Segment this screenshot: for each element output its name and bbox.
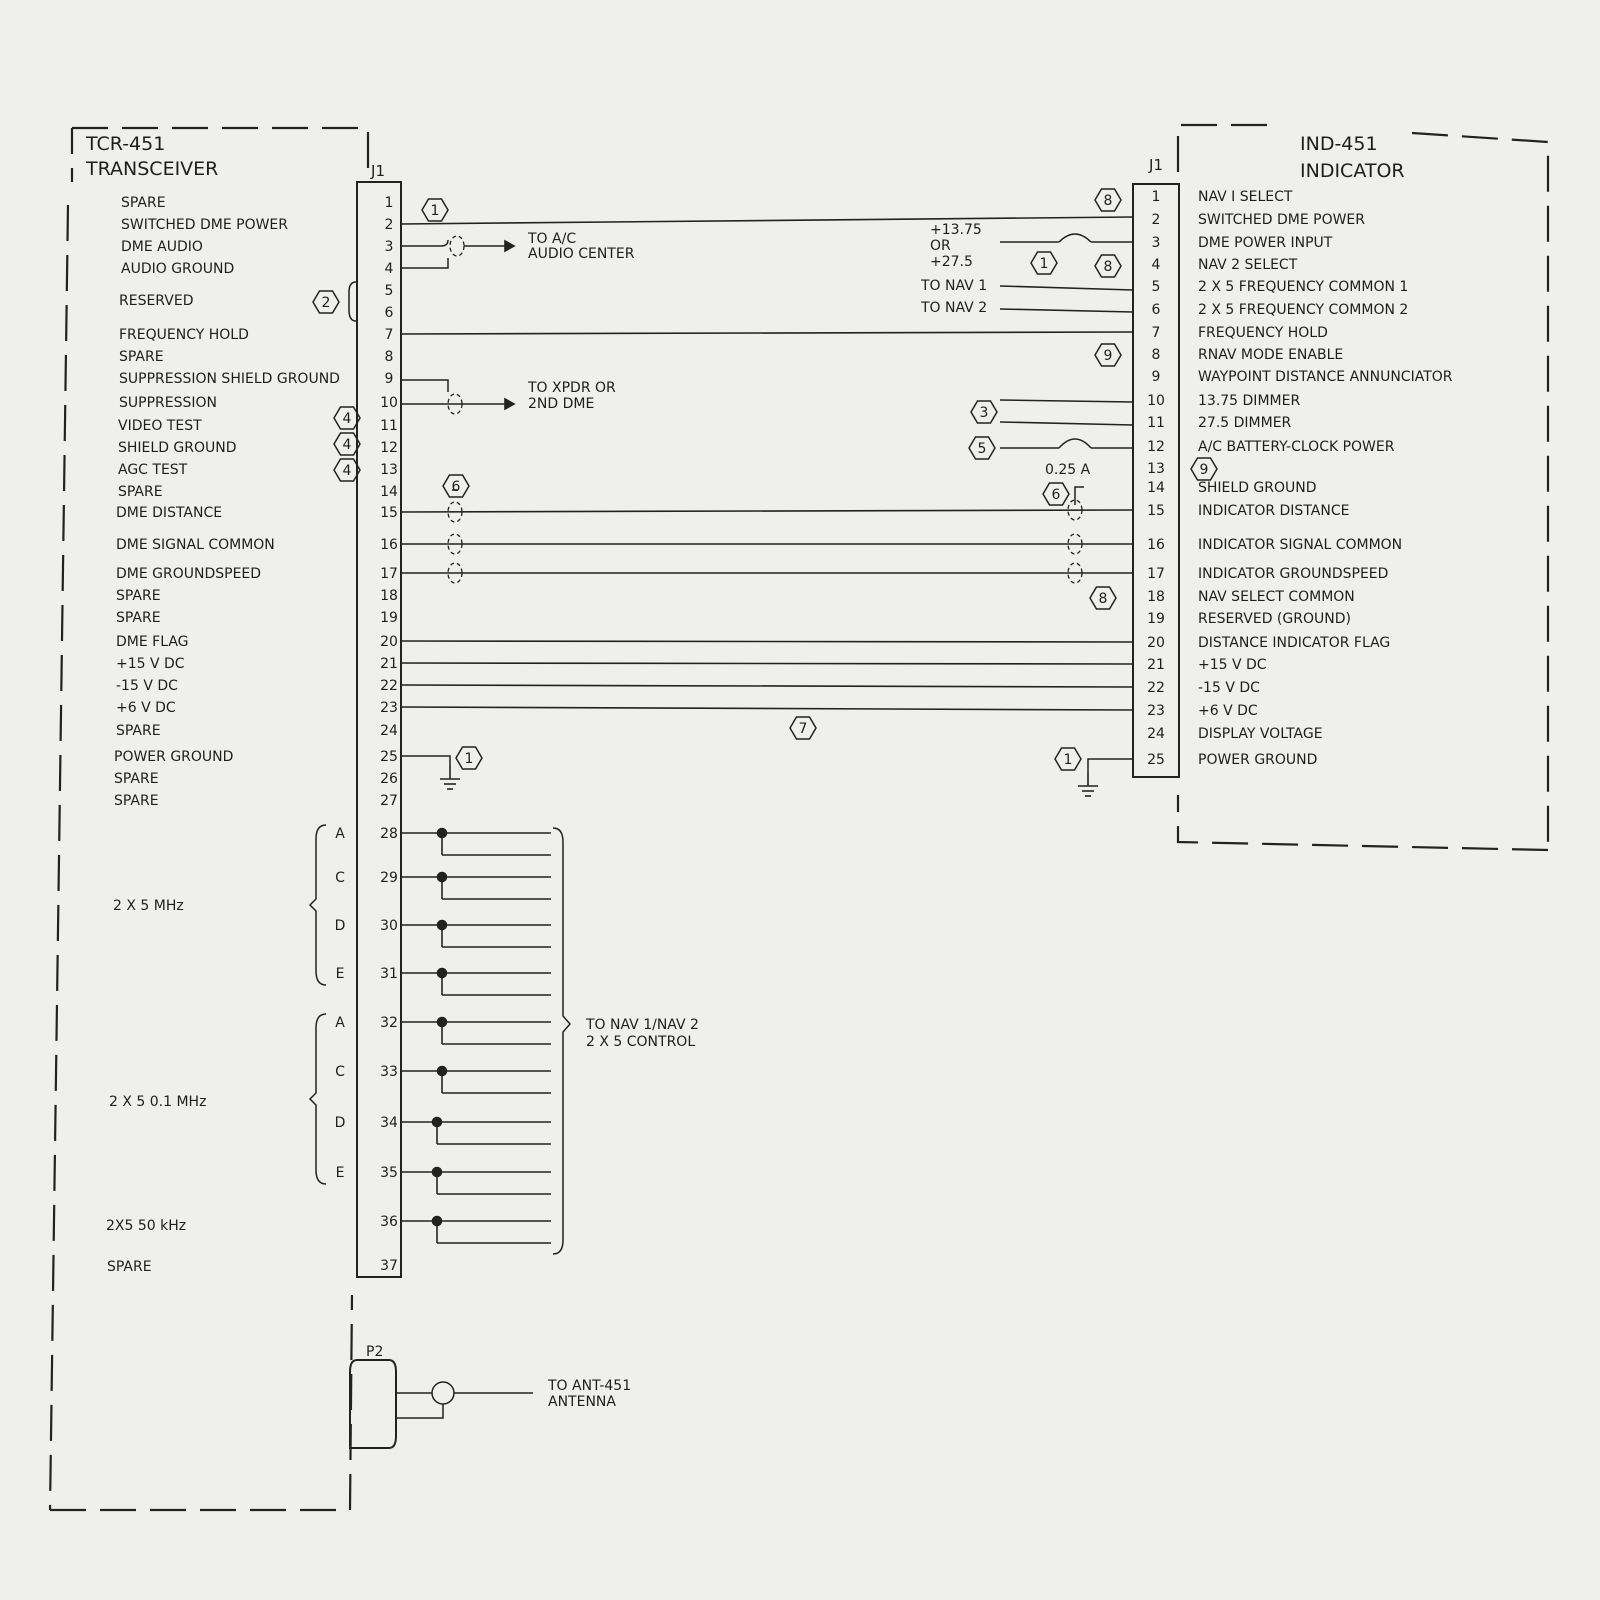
tcr-pin-number: 14 xyxy=(380,484,398,500)
tcr-pin-number: 11 xyxy=(380,418,398,434)
ind-pin-number: 4 xyxy=(1151,257,1161,273)
ind-pin-number: 21 xyxy=(1147,657,1165,673)
tcr-pin-number: 4 xyxy=(384,261,394,277)
tcr-subtitle: TRANSCEIVER xyxy=(86,158,219,180)
callout-2 xyxy=(313,291,339,313)
tcr-pin-number: 31 xyxy=(380,966,398,982)
tcr-reserved-label: RESERVED xyxy=(119,293,194,309)
tcr-pin-number: 6 xyxy=(384,305,394,321)
tcr-pin-number: 17 xyxy=(380,566,398,582)
ind-pin-label: INDICATOR SIGNAL COMMON xyxy=(1198,537,1403,553)
ind-pin-label: 27.5 DIMMER xyxy=(1198,415,1292,431)
ind-pin-number: 19 xyxy=(1147,611,1165,627)
ind-subtitle: INDICATOR xyxy=(1300,160,1405,182)
tcr-pin-label: DME AUDIO xyxy=(121,239,203,255)
tcr-pin-label: SPARE xyxy=(121,195,166,211)
callout-1-c xyxy=(456,747,482,769)
callout-1-c-label: 1 xyxy=(464,751,474,767)
ind-pin-number: 9 xyxy=(1151,369,1161,385)
ind-pin-label: WAYPOINT DISTANCE ANNUNCIATOR xyxy=(1198,369,1453,385)
tcr-enclosure-bottom xyxy=(50,1295,352,1510)
ind-pin-label: POWER GROUND xyxy=(1198,752,1318,768)
tcr-suppression-arrow xyxy=(505,399,514,409)
tcr-pin-label: SPARE xyxy=(116,610,161,626)
wire-plus6 xyxy=(401,707,1133,710)
callout-7-label: 7 xyxy=(798,721,808,737)
callout-8-a-label: 8 xyxy=(1103,193,1113,209)
callout-6-b xyxy=(1043,483,1069,505)
voltage-label-2: +27.5 xyxy=(930,254,973,270)
tcr-group-letter: C xyxy=(335,870,345,886)
ind-pin-number: 2 xyxy=(1151,212,1161,228)
callout-3-label: 3 xyxy=(979,405,989,421)
xpdr-label-2: 2ND DME xyxy=(528,396,595,412)
tcr-pin-number: 2 xyxy=(384,217,394,233)
tcr-pin-label: AUDIO GROUND xyxy=(121,261,235,277)
tcr-audio-wire xyxy=(401,240,448,246)
tcr-pin-number: 15 xyxy=(380,505,398,521)
tcr-pin-label: DME DISTANCE xyxy=(116,505,223,521)
tcr-junction-dot xyxy=(438,969,447,978)
antenna-coax-shield xyxy=(396,1404,443,1418)
ind-pin-label: -15 V DC xyxy=(1198,680,1260,696)
wire-frequency-hold xyxy=(401,332,1133,334)
tcr-pin-label: SUPPRESSION SHIELD GROUND xyxy=(119,371,340,387)
p2-connector xyxy=(350,1360,396,1448)
tcr-group-label: 2 X 5 MHz xyxy=(113,898,184,914)
tcr-pin-label: DME FLAG xyxy=(116,634,189,650)
ind-pin-label: SHIELD GROUND xyxy=(1198,480,1317,496)
tcr-junction-dot xyxy=(433,1118,442,1127)
ind-pin-number: 13 xyxy=(1147,461,1165,477)
tcr-pin-label: POWER GROUND xyxy=(114,749,234,765)
ind-pin-label: 13.75 DIMMER xyxy=(1198,393,1301,409)
audio-dest-label-2: AUDIO CENTER xyxy=(528,246,635,262)
callout-5 xyxy=(969,437,995,459)
tcr-pin-number: 33 xyxy=(380,1064,398,1080)
ind-enclosure-bottom xyxy=(1178,795,1548,850)
tcr-group-label: 2 X 5 0.1 MHz xyxy=(109,1094,207,1110)
tcr-pin-label: SUPPRESSION xyxy=(119,395,217,411)
tcr-pin-number: 16 xyxy=(380,537,398,553)
tcr-pin-number: 3 xyxy=(384,239,394,255)
ind-pin-label: NAV 2 SELECT xyxy=(1198,257,1298,273)
tcr-junction-dot xyxy=(438,829,447,838)
tcr-pin-number: 9 xyxy=(384,371,394,387)
callout-8-c xyxy=(1090,587,1116,609)
wire-distance xyxy=(401,510,1133,512)
ind-pin-label: RESERVED (GROUND) xyxy=(1198,611,1351,627)
tcr-group-letter: A xyxy=(335,826,345,842)
ind-enclosure-top xyxy=(1412,133,1548,850)
ind-pin-number: 10 xyxy=(1147,393,1165,409)
tcr-enclosure-left xyxy=(50,205,68,1510)
wire-flag xyxy=(401,641,1133,642)
callout-8-c-label: 8 xyxy=(1098,591,1108,607)
tcr-pin-label: SPARE xyxy=(119,349,164,365)
tcr-pin-number: 26 xyxy=(380,771,398,787)
wire-switched-dme-power xyxy=(401,217,1133,224)
battery-clock-fuse xyxy=(1059,439,1091,448)
callout-8-b xyxy=(1095,255,1121,277)
ind-ground-symbol xyxy=(1078,772,1098,796)
tcr-pin-label: DME SIGNAL COMMON xyxy=(116,537,275,553)
ind-pin-number: 20 xyxy=(1147,635,1165,651)
tcr-pin-label: SPARE xyxy=(116,723,161,739)
dme-power-fuse xyxy=(1059,234,1091,242)
callout-6-b-label: 6 xyxy=(1051,487,1061,503)
ind-pin-number: 16 xyxy=(1147,537,1165,553)
ind-pin-number: 6 xyxy=(1151,302,1161,318)
tcr-group-letter: A xyxy=(335,1015,345,1031)
voltage-label: +13.75 xyxy=(930,222,982,238)
tcr-junction-dot xyxy=(438,1018,447,1027)
tcr-group-brace xyxy=(310,825,326,985)
tcr-pin-number: 36 xyxy=(380,1214,398,1230)
ind-pin-label: DISPLAY VOLTAGE xyxy=(1198,726,1323,742)
ind-pin-number: 1 xyxy=(1151,189,1161,205)
ind-pin-label: INDICATOR GROUNDSPEED xyxy=(1198,566,1389,582)
tcr-pin-number: 34 xyxy=(380,1115,398,1131)
ind-title: IND-451 xyxy=(1300,133,1378,155)
tcr-title: TCR-451 xyxy=(86,133,166,155)
tcr-group-letter: C xyxy=(335,1064,345,1080)
nav2-label: TO NAV 2 xyxy=(921,300,988,316)
tcr-group-letter: D xyxy=(334,1115,346,1131)
callout-9-a-label: 9 xyxy=(1103,348,1113,364)
wire-plus15 xyxy=(401,663,1133,664)
ind-pin-number: 18 xyxy=(1147,589,1165,605)
tcr-pin37-label: SPARE xyxy=(107,1259,152,1275)
tcr-pin-number: 10 xyxy=(380,395,398,411)
tcr-pin-number: 13 xyxy=(380,462,398,478)
ind-pin-label: 2 X 5 FREQUENCY COMMON 1 xyxy=(1198,279,1409,295)
ind-pin-label: DME POWER INPUT xyxy=(1198,235,1333,251)
tcr-pin-number: 12 xyxy=(380,440,398,456)
callout-3 xyxy=(971,401,997,423)
tcr-pin-number: 23 xyxy=(380,700,398,716)
fuse-label: 0.25 A xyxy=(1045,462,1091,478)
tcr-pin-number: 27 xyxy=(380,793,398,809)
callout-7 xyxy=(790,717,816,739)
tcr-pin-number: 35 xyxy=(380,1165,398,1181)
tcr-junction-dot xyxy=(438,921,447,930)
dimmer-27-wire xyxy=(1000,422,1133,425)
p2-label: P2 xyxy=(366,1344,384,1360)
tcr-ground-symbol xyxy=(440,765,460,789)
callout-2-label: 2 xyxy=(321,295,331,311)
tcr-pin-label: SWITCHED DME POWER xyxy=(121,217,289,233)
ind-pin-number: 15 xyxy=(1147,503,1165,519)
tcr-pin-number: 37 xyxy=(380,1258,398,1274)
tcr-pin-label: FREQUENCY HOLD xyxy=(119,327,249,343)
callout-8-b-label: 8 xyxy=(1103,259,1113,275)
nav-control-brace xyxy=(553,828,570,1254)
ind-pin-number: 3 xyxy=(1151,235,1161,251)
tcr-group-letter: D xyxy=(334,918,346,934)
tcr-pin-label: VIDEO TEST xyxy=(118,418,202,434)
tcr-pin-number: 19 xyxy=(380,610,398,626)
nav-control-label-2: 2 X 5 CONTROL xyxy=(586,1034,696,1050)
tcr-audio-arrow xyxy=(505,241,514,251)
ind-pin-label: DISTANCE INDICATOR FLAG xyxy=(1198,635,1391,651)
wire-minus15 xyxy=(401,685,1133,687)
callout-1-a-label: 1 xyxy=(430,203,440,219)
tcr-suppression-shield xyxy=(401,380,448,392)
ind-j1-label: J1 xyxy=(1149,156,1163,174)
ind-pin-number: 23 xyxy=(1147,703,1165,719)
ind-pin-label: SWITCHED DME POWER xyxy=(1198,212,1366,228)
tcr-pin-label: DME GROUNDSPEED xyxy=(116,566,262,582)
callout-1-b-label: 1 xyxy=(1039,256,1049,272)
nav1-wire xyxy=(1000,286,1133,290)
tcr-pin-number: 24 xyxy=(380,723,398,739)
tcr-junction-dot xyxy=(433,1217,442,1226)
tcr-group-letter: E xyxy=(335,1165,345,1181)
tcr-junction-dot xyxy=(433,1168,442,1177)
tcr-pin-number: 1 xyxy=(384,195,394,211)
ind-pin-number: 24 xyxy=(1147,726,1165,742)
callout-9-b xyxy=(1191,458,1217,480)
tcr-pin-number: 21 xyxy=(380,656,398,672)
callout-6-a xyxy=(443,475,469,497)
tcr-pin-number: 28 xyxy=(380,826,398,842)
ind-pin-label: INDICATOR DISTANCE xyxy=(1198,503,1350,519)
ind-pin-label: 2 X 5 FREQUENCY COMMON 2 xyxy=(1198,302,1409,318)
nav-control-label: TO NAV 1/NAV 2 xyxy=(586,1017,699,1033)
ind-pin-label: +6 V DC xyxy=(1198,703,1258,719)
tcr-junction-dot xyxy=(438,873,447,882)
ind-pin-label: NAV SELECT COMMON xyxy=(1198,589,1355,605)
tcr-pin-number: 20 xyxy=(380,634,398,650)
tcr-power-ground-wire xyxy=(401,756,450,765)
tcr-pin-label: +6 V DC xyxy=(116,700,176,716)
tcr-pin-number: 18 xyxy=(380,588,398,604)
antenna-label: TO ANT-451 xyxy=(548,1378,632,1394)
audio-dest-label: TO A/C xyxy=(528,231,577,247)
callout-1-a xyxy=(422,199,448,221)
tcr-pin-label: SPARE xyxy=(114,771,159,787)
ind-pin-number: 25 xyxy=(1147,752,1165,768)
callout-4-c-label: 4 xyxy=(342,463,352,479)
tcr-pin-label: SPARE xyxy=(114,793,159,809)
ind-pin-number: 5 xyxy=(1151,279,1161,295)
antenna-label-2: ANTENNA xyxy=(548,1394,616,1410)
callout-8-a xyxy=(1095,189,1121,211)
tcr-audio-ground xyxy=(401,258,448,268)
callout-6-a-label: 6 xyxy=(451,479,461,495)
callout-9-b-label: 9 xyxy=(1199,462,1209,478)
ind-power-ground-wire xyxy=(1088,759,1133,772)
voltage-label-or: OR xyxy=(930,238,951,254)
callout-5-label: 5 xyxy=(977,441,987,457)
tcr-group-brace xyxy=(310,1014,326,1184)
ind-pin-label: NAV I SELECT xyxy=(1198,189,1293,205)
callout-1-d-label: 1 xyxy=(1063,752,1073,768)
tcr-pin-number: 29 xyxy=(380,870,398,886)
tcr-group-letter: E xyxy=(335,966,345,982)
ind-pin-label: RNAV MODE ENABLE xyxy=(1198,347,1344,363)
tcr-pin-label: -15 V DC xyxy=(116,678,178,694)
antenna-coax-symbol xyxy=(432,1382,454,1404)
ind-pin-label: +15 V DC xyxy=(1198,657,1267,673)
ind-pin-number: 22 xyxy=(1147,680,1165,696)
tcr-pin-label: AGC TEST xyxy=(118,462,188,478)
tcr-pin36-label: 2X5 50 kHz xyxy=(106,1218,187,1234)
callout-4-a-label: 4 xyxy=(342,411,352,427)
tcr-junction-dot xyxy=(438,1067,447,1076)
tcr-pin-number: 30 xyxy=(380,918,398,934)
ind-enclosure xyxy=(1178,125,1278,172)
ind-pin-number: 14 xyxy=(1147,480,1165,496)
callout-1-b xyxy=(1031,252,1057,274)
tcr-pin-number: 7 xyxy=(384,327,394,343)
nav2-wire xyxy=(1000,309,1133,312)
ind-pin-label: FREQUENCY HOLD xyxy=(1198,325,1328,341)
callout-9-a xyxy=(1095,344,1121,366)
tcr-pin-label: +15 V DC xyxy=(116,656,185,672)
ind-pin-number: 7 xyxy=(1151,325,1161,341)
nav1-label: TO NAV 1 xyxy=(921,278,988,294)
ind-pin-label: A/C BATTERY-CLOCK POWER xyxy=(1198,439,1395,455)
xpdr-label: TO XPDR OR xyxy=(528,380,616,396)
ind-pin-number: 17 xyxy=(1147,566,1165,582)
tcr-pin-label: SHIELD GROUND xyxy=(118,440,237,456)
dimmer-13-wire xyxy=(1000,400,1133,402)
tcr-reserved-brace xyxy=(349,282,356,321)
tcr-pin-label: SPARE xyxy=(116,588,161,604)
tcr-pin-label: SPARE xyxy=(118,484,163,500)
tcr-pin-number: 5 xyxy=(384,283,394,299)
tcr-j1-label: J1 xyxy=(371,162,385,180)
tcr-pin-number: 8 xyxy=(384,349,394,365)
tcr-pin-number: 32 xyxy=(380,1015,398,1031)
tcr-audio-shield xyxy=(450,236,464,256)
callout-4-b-label: 4 xyxy=(342,437,352,453)
ind-pin-number: 8 xyxy=(1151,347,1161,363)
ind-pin-number: 11 xyxy=(1147,415,1165,431)
ind-pin-number: 12 xyxy=(1147,439,1165,455)
tcr-pin-number: 22 xyxy=(380,678,398,694)
callout-1-d xyxy=(1055,748,1081,770)
tcr-pin-number: 25 xyxy=(380,749,398,765)
